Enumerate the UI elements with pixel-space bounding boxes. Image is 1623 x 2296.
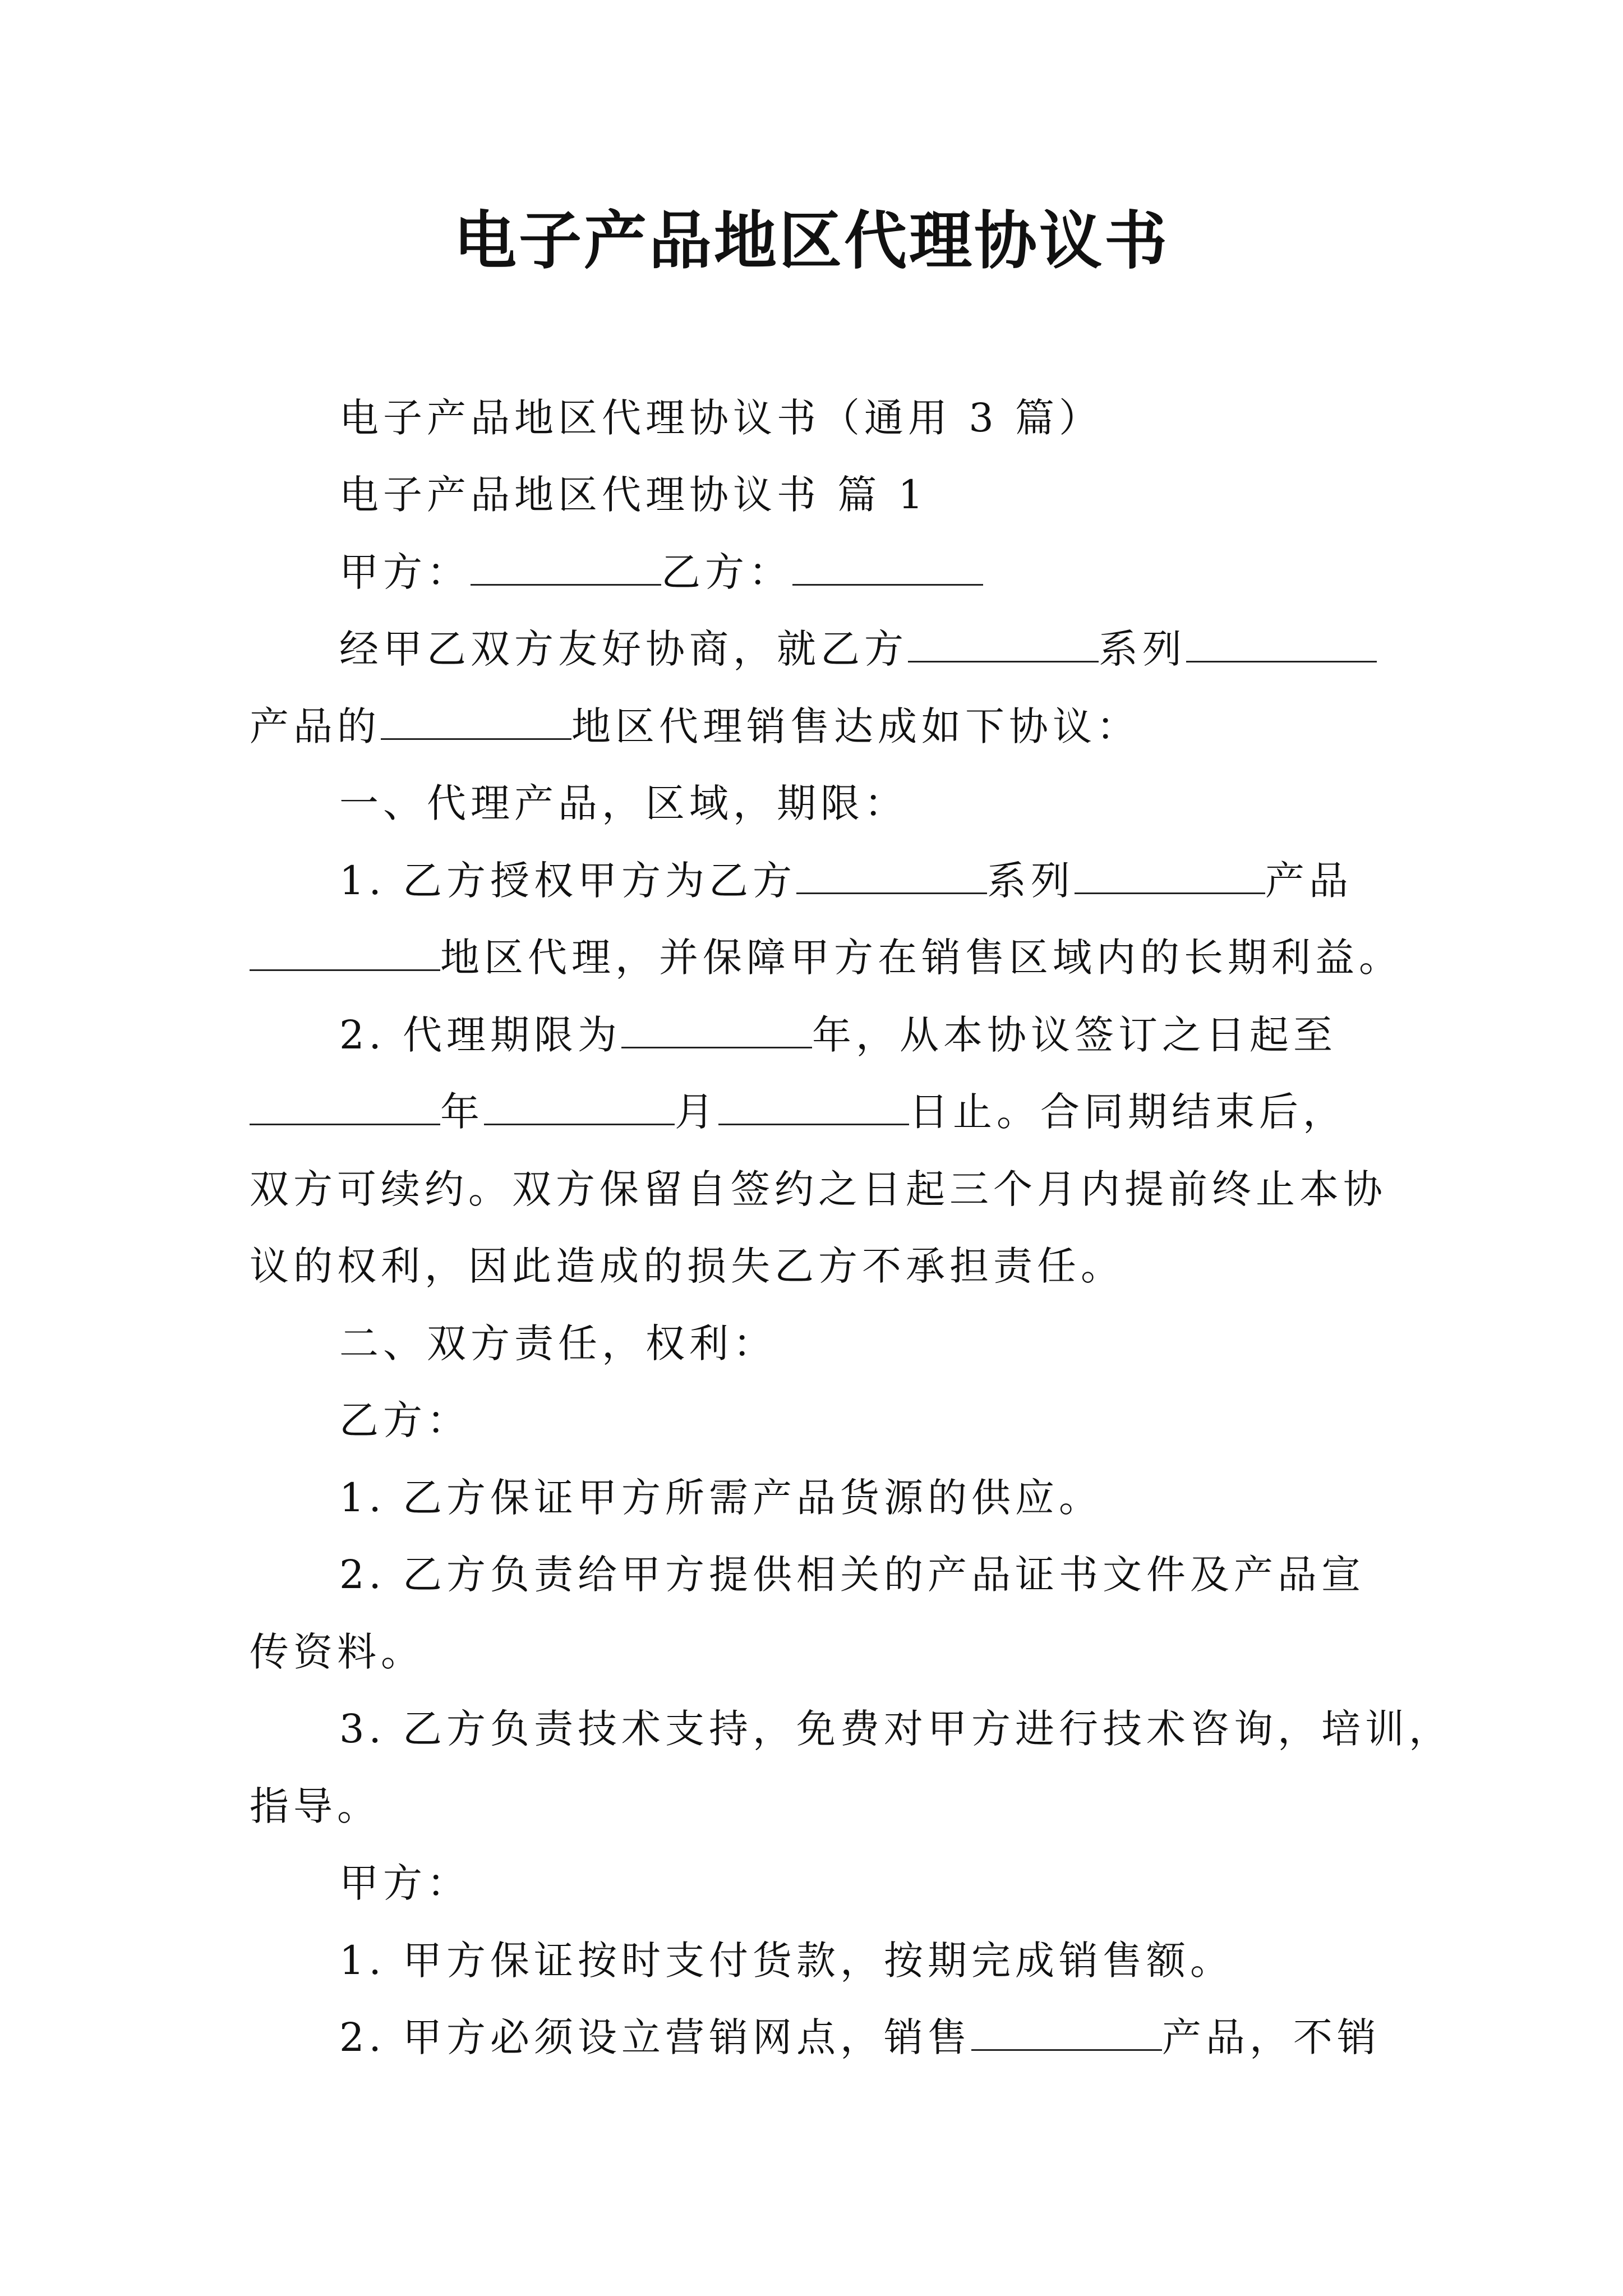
s1-item-2-line-3: 双方可续约。双方保留自签约之日起三个月内提前终止本协 <box>250 1166 1387 1212</box>
a-item-2-line-1 <box>339 2009 1623 2065</box>
s1-item-1-line-1 <box>339 853 1623 909</box>
item-text: 产品，不销 <box>1162 2014 1381 2060</box>
party-b-heading: 乙方： <box>339 1397 471 1443</box>
b-item-2-line-1: 2. 乙方负责给甲方提供相关的产品证书文件及产品宣 <box>339 1552 1366 1598</box>
party-a-label: 甲方： <box>339 549 471 595</box>
fill-blank <box>484 1084 675 1125</box>
party-a-blank <box>471 545 661 586</box>
item-text: 地区代理，并保障甲方在销售区域内的长期利益。 <box>440 935 1403 981</box>
intro-line-2 <box>250 698 1623 754</box>
item-text: 日止。合同期结束后， <box>909 1089 1347 1135</box>
party-b-label: 乙方： <box>661 549 792 595</box>
item-text: 月 <box>675 1089 718 1135</box>
b-item-2-line-2: 传资料。 <box>250 1629 425 1675</box>
a-item-1: 1. 甲方保证按时支付货款，按期完成销售额。 <box>339 1938 1234 1984</box>
intro-text: 产品的 <box>250 703 381 749</box>
document-subtitle: 电子产品地区代理协议书（通用 3 篇） <box>339 395 1103 441</box>
item-text: 年，从本协议签订之日起至 <box>812 1012 1338 1058</box>
fill-blank <box>621 1007 812 1048</box>
s1-item-2-line-1 <box>339 1007 1623 1063</box>
party-b-blank <box>792 545 983 586</box>
item-text: 1. 乙方授权甲方为乙方 <box>339 858 797 904</box>
item-text: 年 <box>440 1089 484 1135</box>
fill-blank <box>250 930 440 971</box>
party-a-heading: 甲方： <box>339 1860 471 1906</box>
item-text: 2. 甲方必须设立营销网点，销售 <box>339 2014 972 2060</box>
section-2-heading: 二、双方责任，权利： <box>339 1320 777 1366</box>
item-text: 产品 <box>1265 858 1353 904</box>
s1-item-1-line-2 <box>250 930 1623 986</box>
fill-blank <box>1075 853 1265 894</box>
b-item-3-line-2: 指导。 <box>250 1783 381 1829</box>
intro-text: 系列 <box>1099 626 1186 672</box>
fill-blank <box>250 1084 440 1125</box>
fill-blank <box>971 2010 1162 2051</box>
fill-blank <box>381 699 571 740</box>
section-1-heading: 一、代理产品，区域，期限： <box>339 780 908 826</box>
item-text: 系列 <box>987 858 1075 904</box>
parties-line <box>339 544 1623 600</box>
fill-blank <box>796 853 987 894</box>
b-item-3-line-1: 3. 乙方负责技术支持，免费对甲方进行技术咨询，培训， <box>339 1706 1453 1752</box>
section-heading: 电子产品地区代理协议书 篇 1 <box>339 472 928 518</box>
intro-text: 经甲乙双方友好协商，就乙方 <box>339 626 908 672</box>
fill-blank <box>718 1084 909 1125</box>
document-title: 电子产品地区代理协议书 <box>454 204 1169 278</box>
intro-text: 地区代理销售达成如下协议： <box>571 703 1140 749</box>
item-text: 2. 代理期限为 <box>339 1012 622 1058</box>
fill-blank <box>1186 622 1377 662</box>
fill-blank <box>908 622 1099 662</box>
s1-item-2-line-4: 议的权利，因此造成的损失乙方不承担责任。 <box>250 1243 1124 1289</box>
s1-item-2-line-2 <box>250 1084 1623 1140</box>
b-item-1: 1. 乙方保证甲方所需产品货源的供应。 <box>339 1475 1103 1521</box>
intro-line-1 <box>339 621 1623 677</box>
